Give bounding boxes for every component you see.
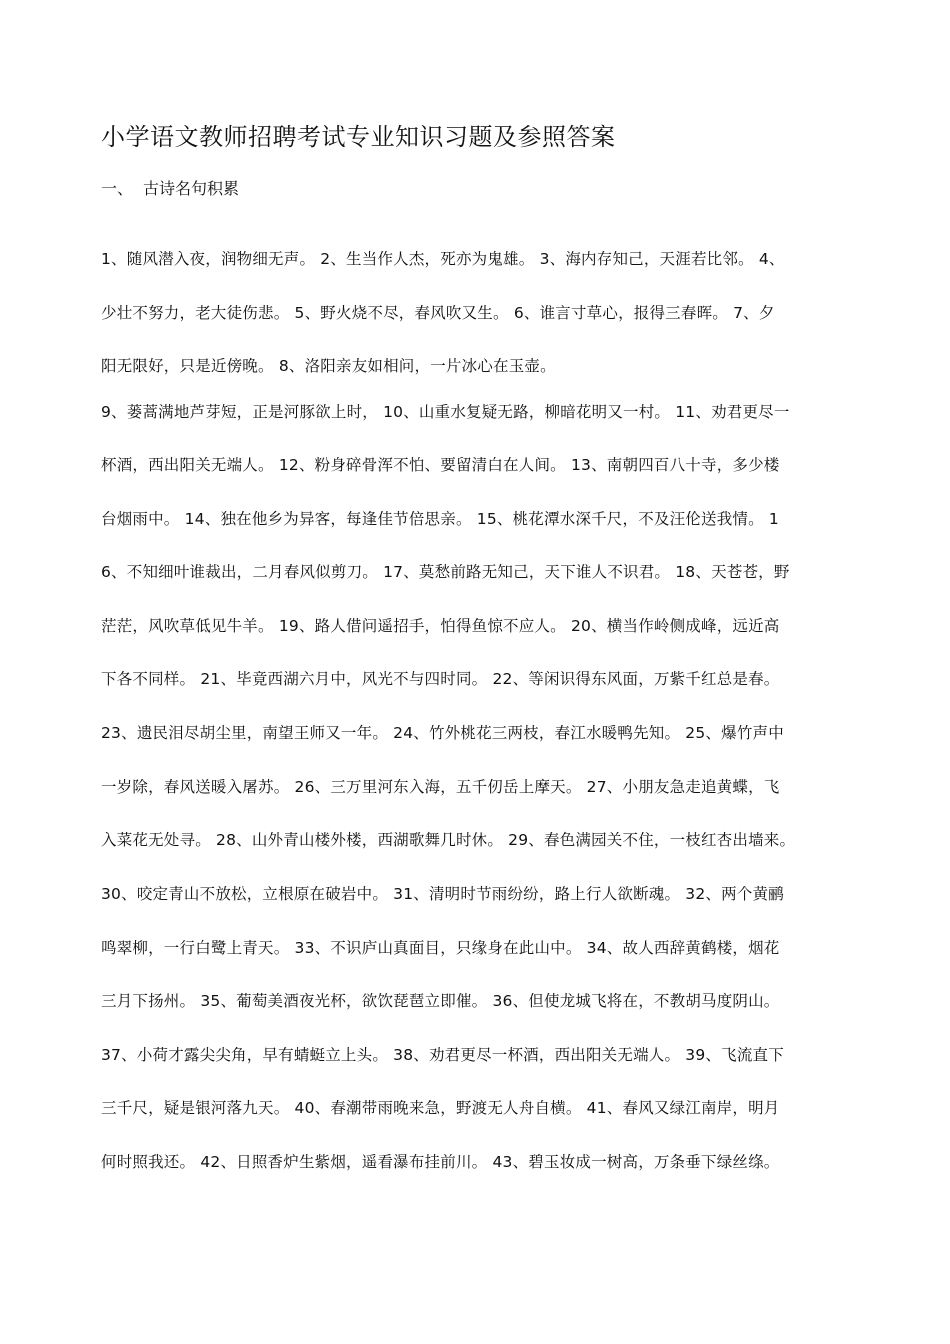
text-line: 入菜花无处寻。 28、山外青山楼外楼，西湖歌舞几时休。 29、春色满园关不住，一枝红杏出墙来。 <box>101 831 796 849</box>
text-line: 何时照我还。 42、日照香炉生紫烟，遥看瀑布挂前川。 43、碧玉妆成一树高，万条垂下绿丝绦。 <box>101 1153 780 1171</box>
text-line: 少壮不努力，老大徒伤悲。 5、野火烧不尽，春风吹又生。 6、谁言寸草心，报得三春晖。 7、夕 <box>101 304 775 322</box>
text-line: 杯酒，西出阳关无端人。 12、粉身碎骨浑不怕、要留清白在人间。 13、南朝四百八十寺，多少楼 <box>101 456 780 474</box>
text-line: 1、随风潜入夜，润物细无声。 2、生当作人杰，死亦为鬼雄。 3、海内存知己，天涯若比邻。 4、 <box>101 250 785 268</box>
section-heading <box>101 178 239 200</box>
text-line: 30、咬定青山不放松，立根原在破岩中。 31、清明时节雨纷纷，路上行人欲断魂。 32、两个黄鹂 <box>101 885 784 903</box>
page-title: 小学语文教师招聘考试专业知识习题及参照答案 <box>101 123 616 151</box>
text-line: 三月下扬州。 35、葡萄美酒夜光杯，欲饮琵琶立即催。 36、但使龙城飞将在，不教胡马度阴山。 <box>101 992 780 1010</box>
text-line: 一岁除，春风送暖入屠苏。 26、三万里河东入海，五千仞岳上摩天。 27、小朋友急走追黄蝶，飞 <box>101 778 780 796</box>
text-line: 台烟雨中。 14、独在他乡为异客，每逢佳节倍思亲。 15、桃花潭水深千尺，不及汪伦送我情。 1 <box>101 510 779 528</box>
text-line: 三千尺，疑是银河落九天。 40、春潮带雨晚来急，野渡无人舟自横。 41、春风又绿江南岸，明月 <box>101 1099 780 1117</box>
section-title: 古诗名句积累 <box>143 179 240 198</box>
section-number: 一、 <box>101 179 134 198</box>
text-line: 鸣翠柳，一行白鹭上青天。 33、不识庐山真面目，只缘身在此山中。 34、故人西辞黄鹤楼，烟花 <box>101 939 780 957</box>
text-line: 阳无限好，只是近傍晚。 8、洛阳亲友如相问，一片冰心在玉壶。 <box>101 357 556 375</box>
text-line: 6、不知细叶谁裁出，二月春风似剪刀。 17、莫愁前路无知己，天下谁人不识君。 18、天苍苍，野 <box>101 563 790 581</box>
text-line: 下各不同样。 21、毕竟西湖六月中，风光不与四时同。 22、等闲识得东风面，万紫千红总是春。 <box>101 670 780 688</box>
text-line: 茫茫，风吹草低见牛羊。 19、路人借问遥招手，怕得鱼惊不应人。 20、横当作岭侧成峰，远近高 <box>101 617 780 635</box>
text-line: 9、蒌蒿满地芦芽短，正是河豚欲上时， 10、山重水复疑无路，柳暗花明又一村。 11、劝君更尽一 <box>101 403 790 421</box>
text-line: 37、小荷才露尖尖角，早有蜻蜓立上头。 38、劝君更尽一杯酒，西出阳关无端人。 39、飞流直下 <box>101 1046 784 1064</box>
text-line: 23、遗民泪尽胡尘里，南望王师又一年。 24、竹外桃花三两枝，春江水暖鸭先知。 25、爆竹声中 <box>101 724 784 742</box>
